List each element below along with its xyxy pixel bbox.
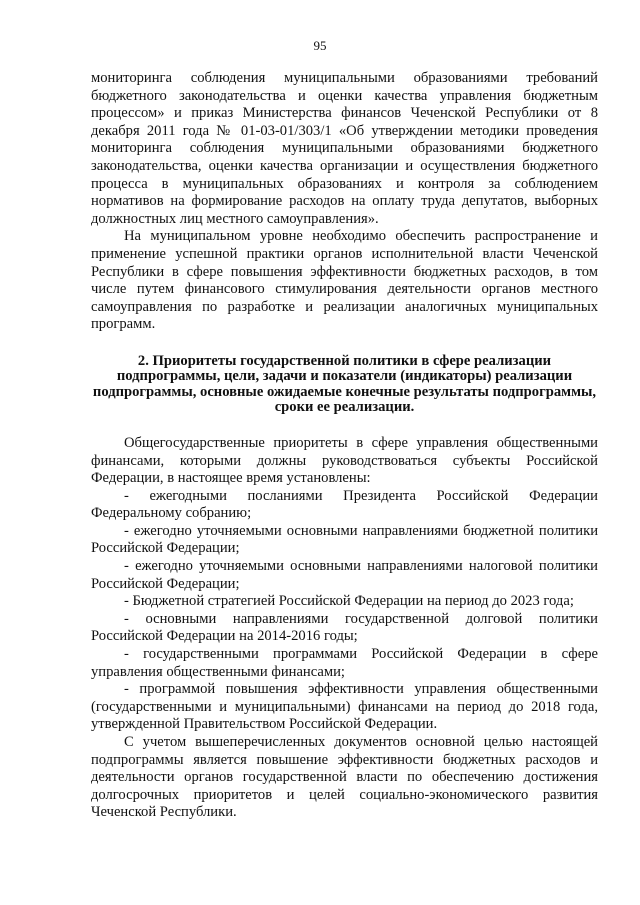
page-number: 95: [313, 38, 327, 53]
paragraph-conclusion: С учетом вышеперечисленных документов основной целью настоящей подпрограммы является повышение эффективности бюджетных расходов и деятельности органов государственной власти по обеспечению достижения долгосрочных приоритетов и целей социально-экономического развития Чеченской Республики.: [91, 734, 598, 821]
paragraph-municipal-level: На муниципальном уровне необходимо обеспечить распространение и применение успешной практики органов исполнительной власти Чеченской Республики в сфере повышения эффективности бюджетных расходов, в том числе путем финансового стимулирования деятельности органов местного самоуправления по разработке и реализации аналогичных муниципальных программ.: [91, 228, 598, 333]
page-body: [91, 70, 598, 822]
paragraph-intro: Общегосударственные приоритеты в сфере управления общественными финансами, которыми должны руководствоваться субъекты Российской Федерации, в настоящее время установлены:: [91, 434, 598, 487]
paragraph-continuation: мониторинга соблюдения муниципальными образованиями требований бюджетного законодательства и оценки качества управления бюджетным процессом» и приказ Министерства финансов Чеченской Республики от 8 декабря 2011 года № 01-03-01/303/1 «Об утверждении методики проведения мониторинга соблюдения муниципальными образованиями бюджетного законодательства, оценки качества организации и осуществления бюджетного процесса в муниципальных образованиях и контроля за соблюдением нормативов на формирование расходов на оплату труда депутатов, выборных должностных лиц местного самоуправления».: [91, 70, 598, 227]
list-item: - государственными программами Российской Федерации в сфере управления общественными финансами;: [91, 646, 598, 680]
list-item: - ежегодно уточняемыми основными направлениями налоговой политики Российской Федерации;: [91, 558, 598, 592]
list-item: - Бюджетной стратегией Российской Федерации на период до 2023 года;: [124, 593, 574, 610]
section-heading: 2. Приоритеты государственной политики в сфере реализации подпрограммы, цели, задачи и показатели (индикаторы) реализации подпрограммы, основные ожидаемые конечные результаты подпрограммы, сроки ее реализации.: [92, 352, 597, 416]
list-item: - ежегодно уточняемыми основными направлениями бюджетной политики Российской Федерации;: [91, 522, 598, 557]
list-item: - основными направлениями государственной долговой политики Российской Федерации на 2014-2016 годы;: [91, 610, 598, 645]
list-item: - ежегодными посланиями Президента Российской Федерации Федеральному собранию;: [91, 487, 598, 522]
list-item: - программой повышения эффективности управления общественными (государственными и муниципальными) финансами на период до 2018 года, утвержденной Правительством Российской Федерации.: [91, 681, 598, 733]
